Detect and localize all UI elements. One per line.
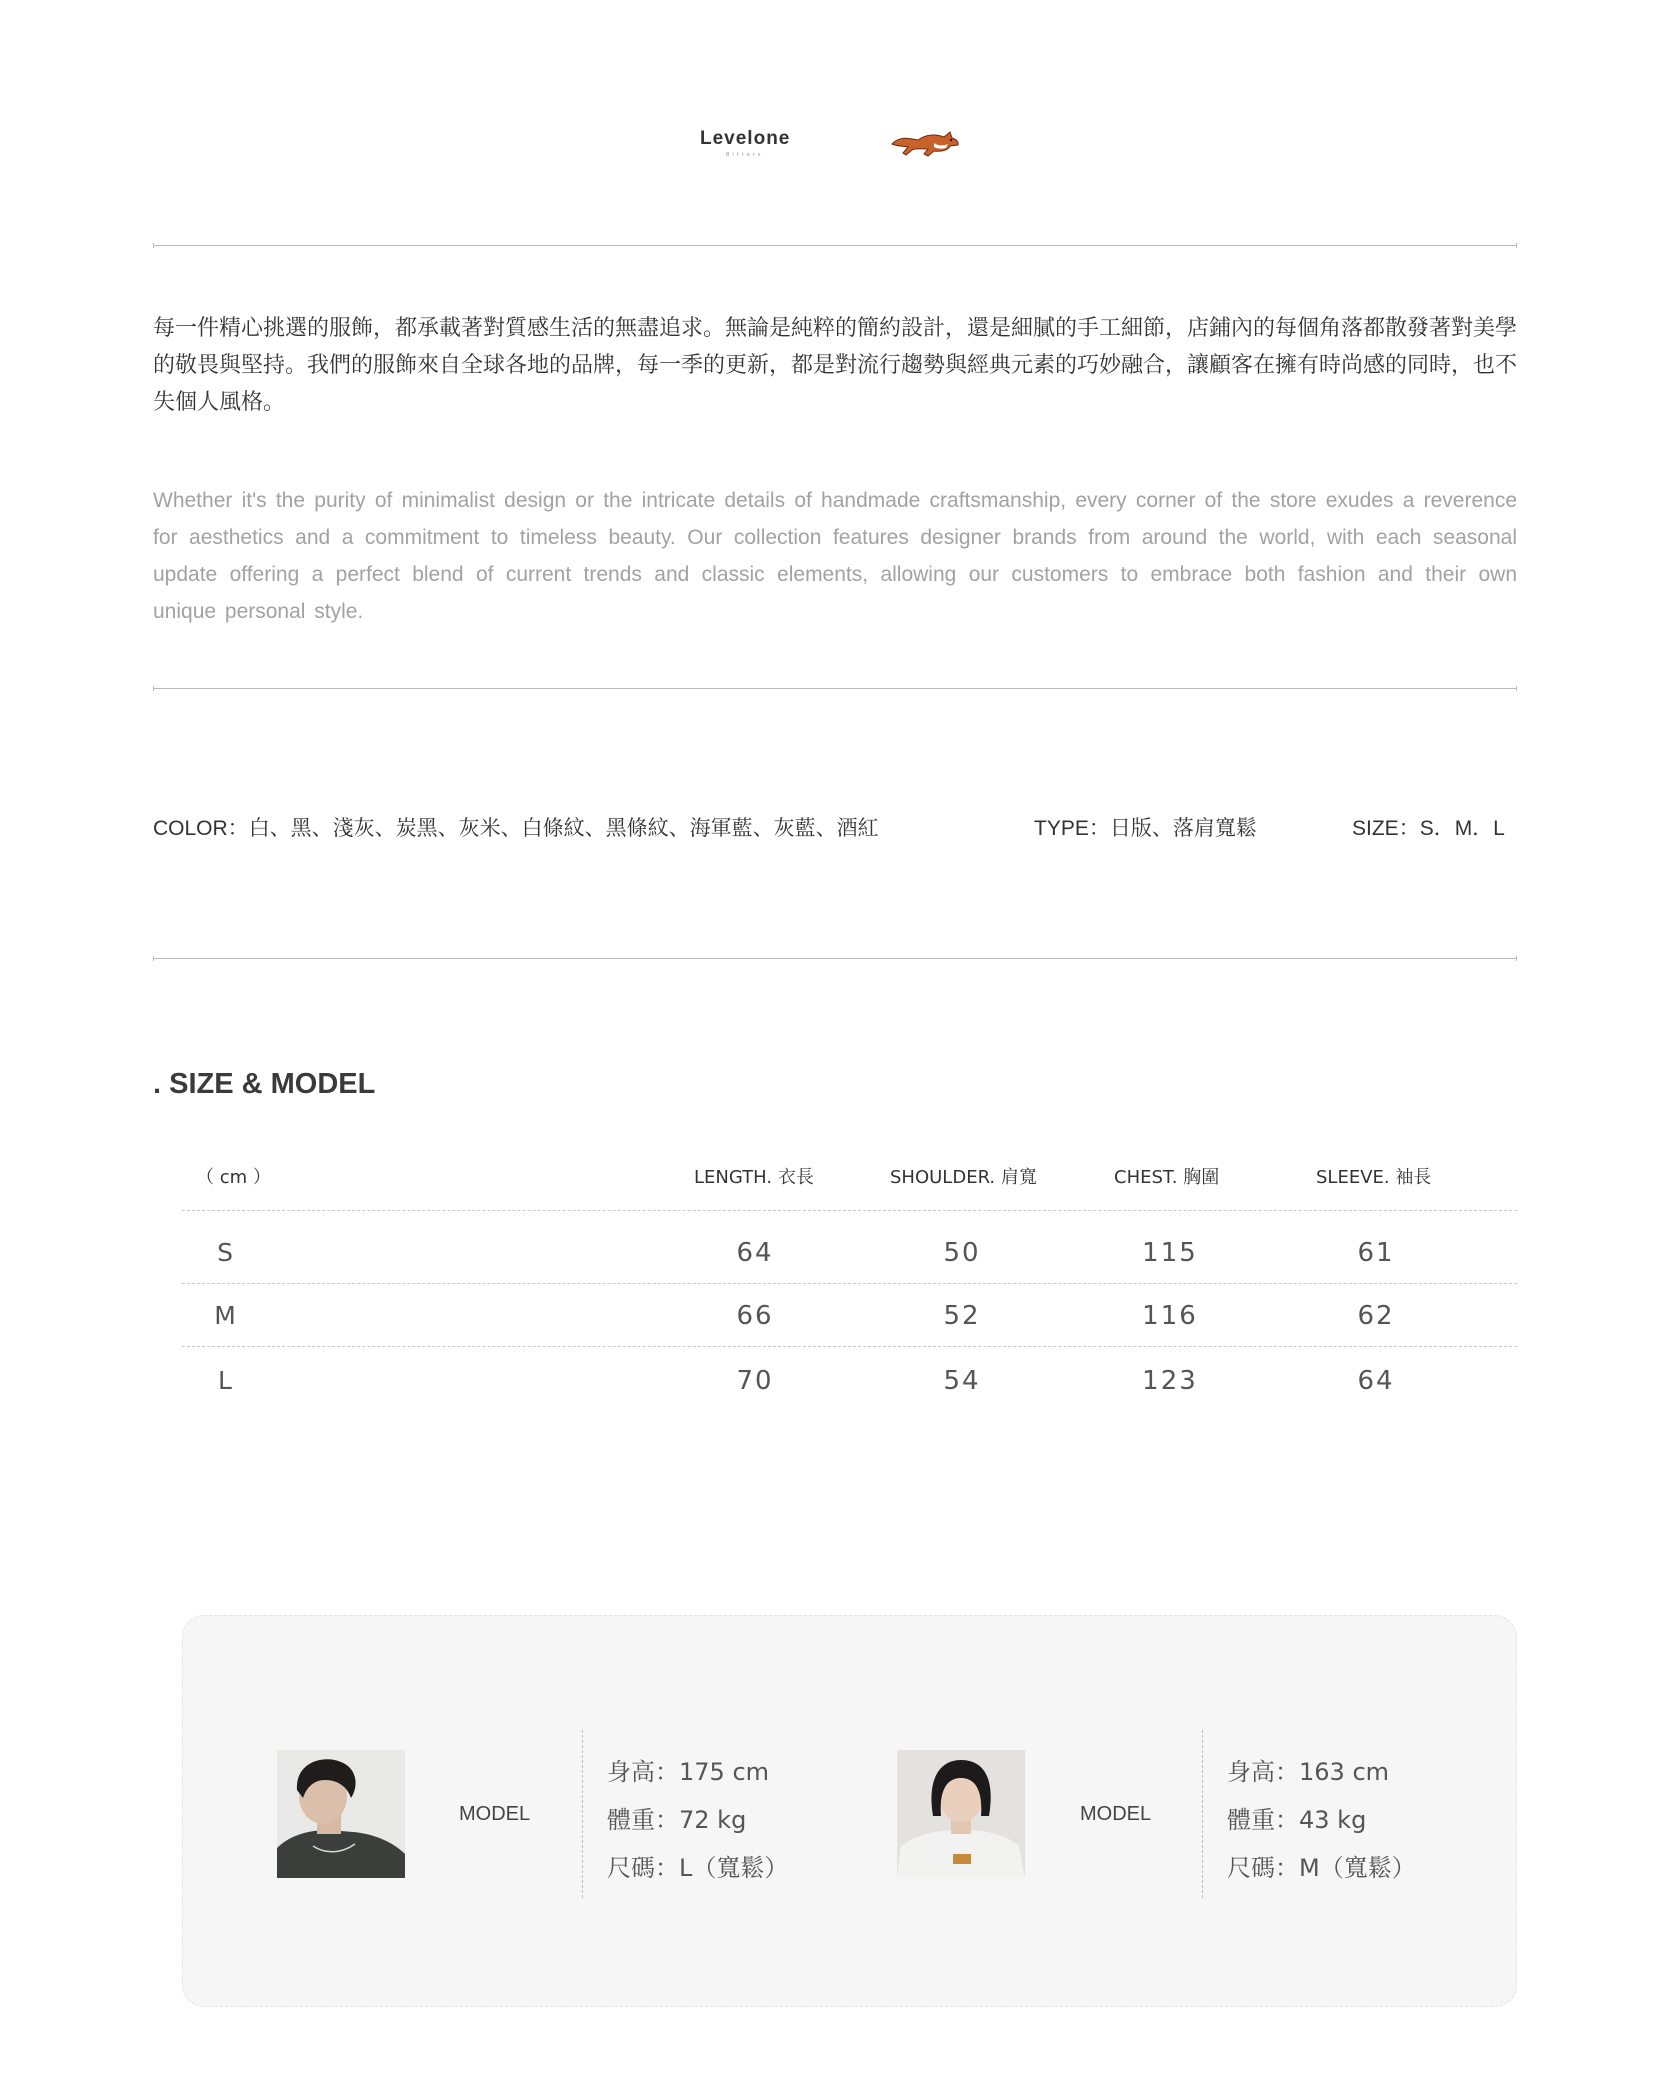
model-2-height: 身高：163 cm bbox=[1227, 1758, 1390, 1786]
row-size-m: M bbox=[214, 1301, 236, 1330]
cell-l-chest: 123 bbox=[1142, 1366, 1198, 1396]
type-value: 日版、落肩寬鬆 bbox=[1109, 816, 1257, 840]
model-1-height: 身高：175 cm bbox=[607, 1758, 770, 1786]
header-length: LENGTH. 衣長 bbox=[694, 1167, 814, 1188]
model-label-2: MODEL bbox=[1080, 1803, 1152, 1825]
model-1-size: 尺碼：L（寬鬆） bbox=[607, 1854, 789, 1882]
cell-m-sleeve: 62 bbox=[1357, 1301, 1395, 1331]
row-size-l: L bbox=[218, 1366, 232, 1395]
model-photo-male bbox=[277, 1750, 405, 1878]
intro-english: Whether it's the purity of minimalist design or the intricate details of handmade craftsmanship, every corner of the store exudes a reverence for aesthetics and a commitment to timeless beauty. Our collection features designer brands from around the world, with each seasonal update offering a perfect blend of current trends and classic elements, allowing our customers to embrace both fashion and their own unique personal style. bbox=[153, 489, 1517, 623]
cell-s-shoulder: 50 bbox=[943, 1238, 981, 1268]
divider-top bbox=[153, 245, 1517, 246]
cell-l-length: 70 bbox=[736, 1366, 774, 1396]
cell-s-chest: 115 bbox=[1142, 1238, 1198, 1268]
brand-subtitle: Bitters bbox=[726, 152, 764, 158]
model-2-weight: 體重：43 kg bbox=[1227, 1806, 1367, 1834]
unit-label: （ cm ） bbox=[196, 1167, 271, 1188]
type-label: TYPE： bbox=[1034, 817, 1110, 840]
model-photo-female bbox=[897, 1750, 1025, 1878]
type-spec bbox=[1034, 812, 1257, 842]
cell-l-sleeve: 64 bbox=[1357, 1366, 1395, 1396]
divider-lower bbox=[153, 958, 1517, 959]
table-divider bbox=[182, 1210, 1517, 1211]
cell-m-shoulder: 52 bbox=[943, 1301, 981, 1331]
size-value: S．M．L bbox=[1419, 817, 1505, 840]
table-divider bbox=[182, 1283, 1517, 1284]
cell-s-length: 64 bbox=[736, 1238, 774, 1268]
brand-name: Levelone bbox=[700, 128, 791, 149]
model-2-size: 尺碼：M（寬鬆） bbox=[1227, 1854, 1416, 1882]
model-separator-2 bbox=[1202, 1730, 1203, 1898]
cell-m-chest: 116 bbox=[1142, 1301, 1198, 1331]
color-spec bbox=[153, 812, 879, 842]
section-title: . SIZE & MODEL bbox=[153, 1068, 376, 1100]
cell-l-shoulder: 54 bbox=[943, 1366, 981, 1396]
cell-s-sleeve: 61 bbox=[1357, 1238, 1395, 1268]
brand-logo bbox=[700, 122, 970, 166]
intro-chinese: 每一件精心挑選的服飾，都承載著對質感生活的無盡追求。無論是純粹的簡約設計，還是細膩的手工細節，店鋪內的每個角落都散發著對美學的敬畏與堅持。我們的服飾來自全球各地的品牌，每一季的更新，都是對流行趨勢與經典元素的巧妙融合，讓顧客在擁有時尚感的同時，也不失個人風格。 bbox=[153, 316, 1518, 415]
header-shoulder: SHOULDER. 肩寬 bbox=[890, 1167, 1037, 1188]
header-sleeve: SLEEVE. 袖長 bbox=[1316, 1167, 1432, 1188]
header-chest: CHEST. 胸圍 bbox=[1114, 1167, 1220, 1188]
size-spec bbox=[1352, 812, 1505, 842]
model-separator-1 bbox=[582, 1730, 583, 1898]
model-1-weight: 體重：72 kg bbox=[607, 1806, 747, 1834]
row-size-s: S bbox=[217, 1238, 233, 1267]
color-value: 白、黑、淺灰、炭黑、灰米、白條紋、黑條紋、海軍藍、灰藍、酒紅 bbox=[248, 816, 879, 840]
table-divider bbox=[182, 1346, 1517, 1347]
divider-middle bbox=[153, 688, 1517, 689]
model-label-1: MODEL bbox=[459, 1803, 531, 1825]
cell-m-length: 66 bbox=[736, 1301, 774, 1331]
color-label: COLOR： bbox=[153, 817, 249, 840]
fox-icon bbox=[888, 122, 962, 162]
size-label: SIZE： bbox=[1352, 817, 1420, 840]
